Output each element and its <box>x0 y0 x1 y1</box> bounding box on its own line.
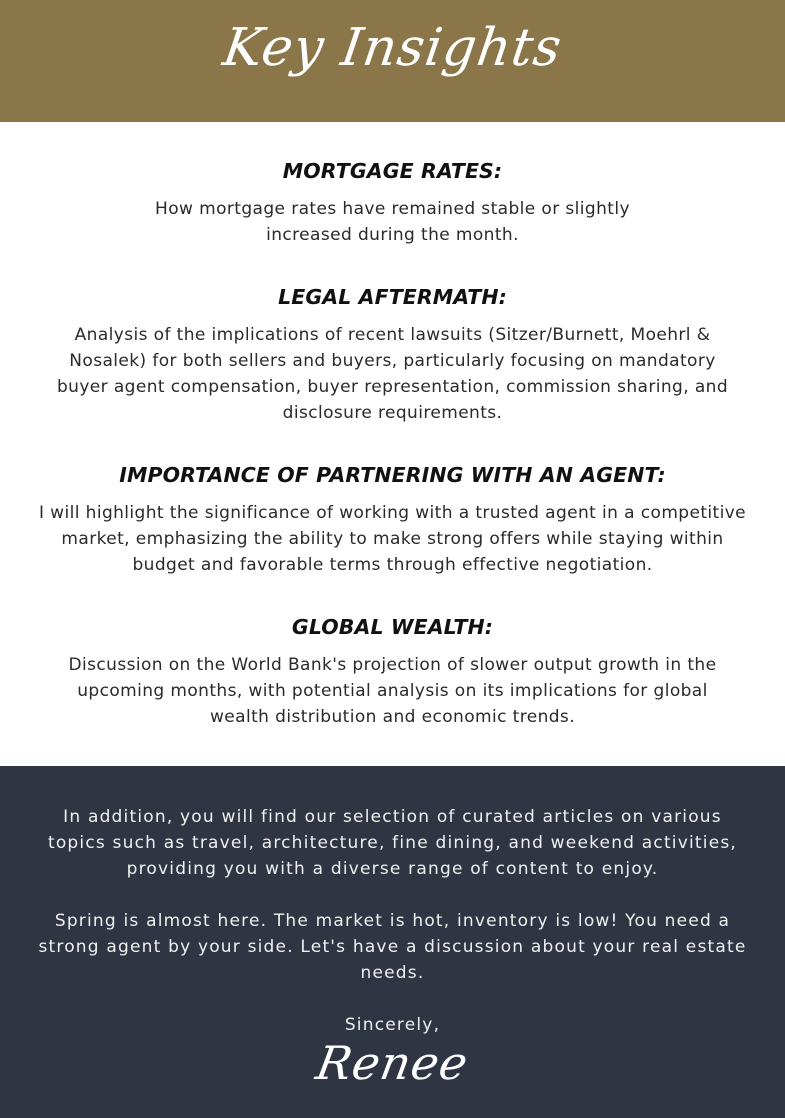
footer-paragraph-spring: Spring is almost here. The market is hot, inventory is low! You need a strong agent by your side. Let's have a discussion about your real estate needs. <box>38 911 747 983</box>
section-heading: GLOBAL WEALTH: <box>291 615 494 639</box>
section-body: How mortgage rates have remained stable or slightly increased during the month. <box>155 199 630 245</box>
signature: Renee <box>312 1036 473 1090</box>
section-body: Discussion on the World Bank's projection of slower output growth in the upcoming months, with potential analysis on its implications for global wealth distribution and economic trends. <box>68 655 717 727</box>
closing-text: Sincerely, <box>344 1015 441 1035</box>
section-heading: IMPORTANCE OF PARTNERING WITH AN AGENT: <box>119 463 666 487</box>
insight-global-wealth <box>0 615 785 730</box>
section-heading: LEGAL AFTERMATH: <box>278 285 507 309</box>
page-title: Key Insights <box>219 18 566 78</box>
insight-legal-aftermath <box>0 285 785 426</box>
section-body: Analysis of the implications of recent lawsuits (Sitzer/Burnett, Moehrl & Nosalek) for both sellers and buyers, particularly focusing on mandatory buyer agent compensation, buyer representation, commission sharing, and disclosure requirements. <box>56 325 729 423</box>
footer-panel <box>0 766 785 1118</box>
key-insights-content <box>0 122 785 766</box>
insight-partnering-agent <box>0 463 785 578</box>
header-banner <box>0 0 785 122</box>
section-body: I will highlight the significance of working with a trusted agent in a competitive market, emphasizing the ability to make strong offers while staying within budget and favorable terms through effective negotiation. <box>38 503 747 575</box>
footer-paragraph-articles: In addition, you will find our selection of curated articles on various topics such as travel, architecture, fine dining, and weekend activities, providing you with a diverse range of content to enjoy. <box>47 807 738 879</box>
section-heading: MORTGAGE RATES: <box>282 159 503 183</box>
insight-mortgage-rates <box>0 159 785 248</box>
